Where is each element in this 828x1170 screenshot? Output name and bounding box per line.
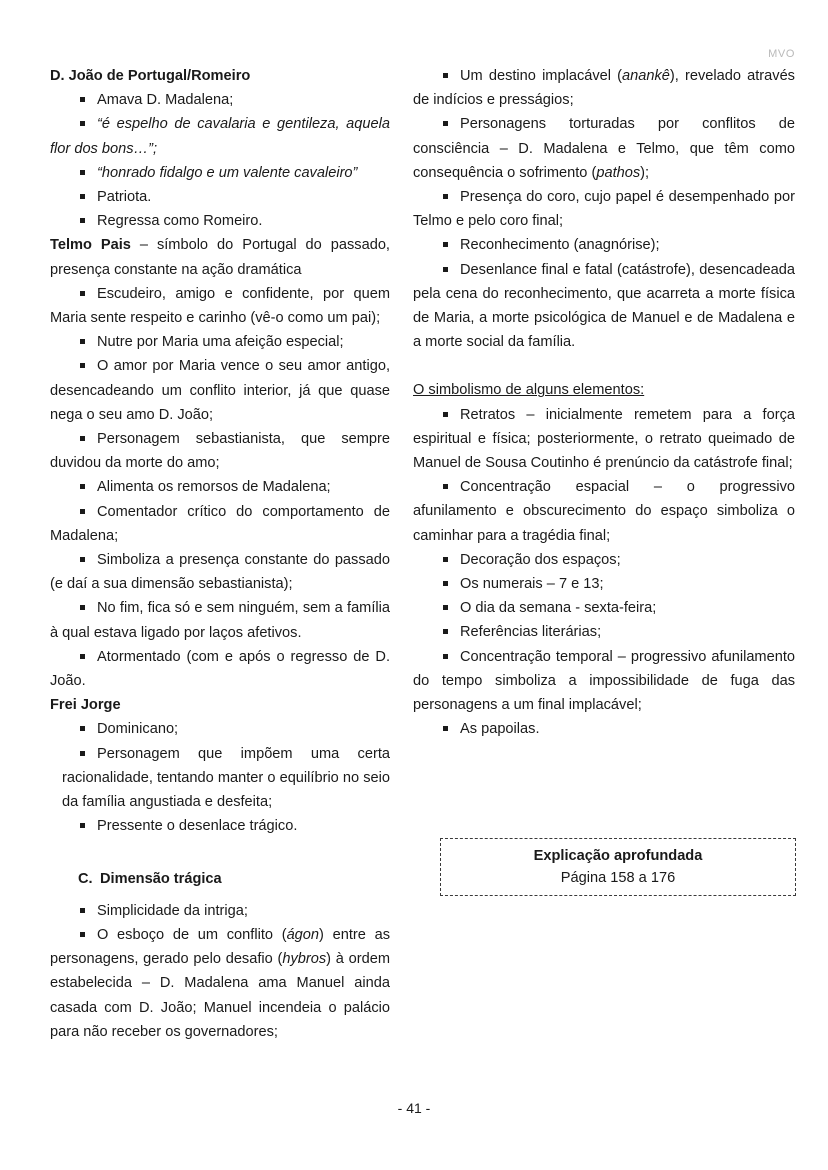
bullet-square-icon [50, 185, 97, 209]
list-item [50, 475, 390, 499]
list-item [50, 548, 390, 596]
bullet-square-icon [50, 282, 97, 306]
list-item [50, 923, 390, 1044]
list-item [50, 185, 390, 209]
list-item-text: Os numerais – 7 e 13; [460, 576, 604, 593]
list-item [50, 645, 390, 693]
list-item-text: Referências literárias; [460, 624, 602, 641]
list-item-text: “honrado fidalgo e um valente cavaleiro” [97, 164, 358, 181]
heading-dom-joao: D. João de Portugal/Romeiro [50, 68, 251, 84]
list-item-text: Concentração espacial – o progressivo afunilamento e obscurecimento do espaço simboliza o caminhar para a tragédia final; [413, 479, 795, 544]
list-item [413, 112, 795, 185]
bullet-square-icon [50, 209, 97, 233]
bullet-square-icon [50, 717, 97, 741]
callout-subtitle: Página 158 a 176 [560, 870, 676, 886]
list-item-text: Reconhecimento (anagnórise); [460, 237, 660, 254]
list-item-text: Amava D. Madalena; [97, 92, 234, 109]
right-column [404, 64, 828, 1044]
list-item-text: Personagem sebastianista, que sempre duvidou da morte do amo; [50, 431, 390, 472]
list-item [413, 258, 795, 355]
heading-frei-jorge: Frei Jorge [50, 697, 121, 714]
list-item [413, 548, 795, 572]
bullet-square-icon [50, 161, 97, 185]
two-column-body [0, 64, 828, 1044]
bullet-square-icon [413, 475, 460, 499]
bullet-square-icon [413, 548, 460, 572]
list-item-text: Pressente o desenlace trágico. [97, 818, 298, 835]
list-item [50, 161, 390, 185]
list-item-text: Um destino implacável (anankê), revelado através de indícios e presságios; [413, 68, 795, 109]
list-item [413, 185, 795, 233]
list-item [62, 814, 390, 838]
bullet-square-icon [413, 185, 460, 209]
bullet-square-icon [50, 548, 97, 572]
list-item [50, 282, 390, 330]
section-title: Dimensão trágica [100, 870, 222, 887]
bullet-square-icon [62, 814, 97, 838]
bullet-square-icon [50, 899, 97, 923]
list-item [50, 330, 390, 354]
list-item-text: Desenlance final e fatal (catástrofe), desencadeada pela cena do reconhecimento, que acarreta a morte física de Maria, a morte psicológica de Manuel e de Madalena e a morte social da família. [413, 261, 795, 351]
bullet-square-icon [413, 645, 460, 669]
list-item [50, 354, 390, 427]
callout-box [440, 838, 796, 896]
heading-telmo-pais-name: Telmo Pais [50, 237, 131, 254]
bullet-square-icon [413, 403, 460, 427]
list-item [413, 572, 795, 596]
heading-telmo-pais-desc: – símbolo do Portugal do passado, presença constante na ação dramática [50, 237, 390, 278]
list-item-text: Escudeiro, amigo e confidente, por quem Maria sente respeito e carinho (vê-o como um pai); [50, 285, 390, 327]
list-item-text: Retratos – inicialmente remetem para a força espiritual e física; posteriormente, o retrato queimado de Manuel de Sousa Coutinho é prenúncio da catástrofe final; [413, 406, 795, 472]
list-item-text: Personagem que impõem uma certa racionalidade, tentando manter o equilíbrio no seio da família angustiada e desfeita; [62, 745, 390, 811]
list-item [50, 88, 390, 112]
bullet-square-icon [50, 645, 97, 669]
list-item [62, 742, 390, 815]
list-item [413, 645, 795, 718]
list-item [50, 112, 390, 160]
list-item-text: Concentração temporal – progressivo afunilamento do tempo simboliza a impossibilidade de fuga das personagens a um final implacável; [413, 648, 795, 714]
left-column [0, 64, 404, 1044]
callout-title: Explicação aprofundada [533, 848, 703, 864]
list-item [50, 427, 390, 475]
heading-telmo-pais [50, 233, 390, 281]
list-item [413, 64, 795, 112]
bullet-square-icon [413, 64, 460, 88]
list-item-text: Personagens torturadas por conflitos de consciência – D. Madalena e Telmo, que têm como consequência o sofrimento (pathos); [413, 116, 795, 181]
bullet-square-icon [413, 572, 460, 596]
list-item [413, 403, 795, 476]
list-item [50, 899, 390, 923]
list-item-text: O amor por Maria vence o seu amor antigo, desencadeando um conflito interior, já que quase nega o seu amo D. João; [50, 358, 390, 423]
list-item [413, 620, 795, 644]
page-header-mark: MVO [768, 48, 795, 60]
list-item-text: Simboliza a presença constante do passado (e daí a sua dimensão sebastianista); [50, 552, 390, 593]
list-item-text: Alimenta os remorsos de Madalena; [97, 479, 331, 496]
list-item [50, 500, 390, 548]
bullet-square-icon [413, 717, 460, 741]
list-item [413, 233, 795, 257]
bullet-square-icon [50, 427, 97, 451]
bullet-square-icon [62, 742, 97, 766]
bullet-square-icon [50, 330, 97, 354]
indented-list-group [50, 742, 390, 839]
bullet-square-icon [413, 596, 460, 620]
section-letter: C. [78, 870, 93, 887]
bullet-square-icon [50, 596, 97, 620]
list-item-text: Patriota. [97, 189, 152, 206]
list-item [413, 596, 795, 620]
bullet-square-icon [50, 923, 97, 947]
list-item-text: Atormentado (com e após o regresso de D. João. [50, 648, 390, 690]
list-item-text: No fim, fica só e sem ninguém, sem a família à qual estava ligado por laços afetivos. [50, 600, 390, 641]
bullet-square-icon [413, 112, 460, 136]
bullet-square-icon [413, 258, 460, 282]
list-item-text: “é espelho de cavalaria e gentileza, aquela flor dos bons…”; [50, 116, 390, 157]
bullet-square-icon [413, 233, 460, 257]
list-item [50, 596, 390, 644]
list-item-text: Comentador crítico do comportamento de Madalena; [50, 503, 390, 544]
list-item-text: As papoilas. [460, 721, 540, 738]
bullet-square-icon [413, 620, 460, 644]
list-item-text: Simplicidade da intriga; [97, 902, 248, 919]
page-number: - 41 - [397, 1100, 431, 1116]
list-item [413, 717, 795, 741]
list-item [413, 475, 795, 548]
list-item-text: Dominicano; [97, 721, 179, 738]
section-heading-dimensao-tragica [50, 867, 390, 891]
list-item-text: Presença do coro, cujo papel é desempenhado por Telmo e pelo coro final; [413, 189, 795, 230]
list-item-text: O esboço de um conflito (ágon) entre as personagens, gerado pelo desafio (hybros) à ordem estabelecida – D. Madalena ama Manuel ainda casada com D. João; Manuel incendeia o palácio para não receber os governadores; [50, 926, 390, 1040]
bullet-square-icon [50, 354, 97, 378]
bullet-square-icon [50, 500, 97, 524]
list-item-text: Decoração dos espaços; [460, 551, 621, 568]
bullet-square-icon [50, 112, 97, 136]
list-item [50, 717, 390, 741]
list-item-text: Nutre por Maria uma afeição especial; [97, 334, 344, 351]
subheading-simbolismo: O simbolismo de alguns elementos: [413, 382, 645, 399]
bullet-square-icon [50, 475, 97, 499]
list-item-text: Regressa como Romeiro. [97, 213, 263, 230]
list-item [50, 209, 390, 233]
bullet-square-icon [50, 88, 97, 112]
list-item-text: O dia da semana - sexta-feira; [460, 600, 657, 617]
